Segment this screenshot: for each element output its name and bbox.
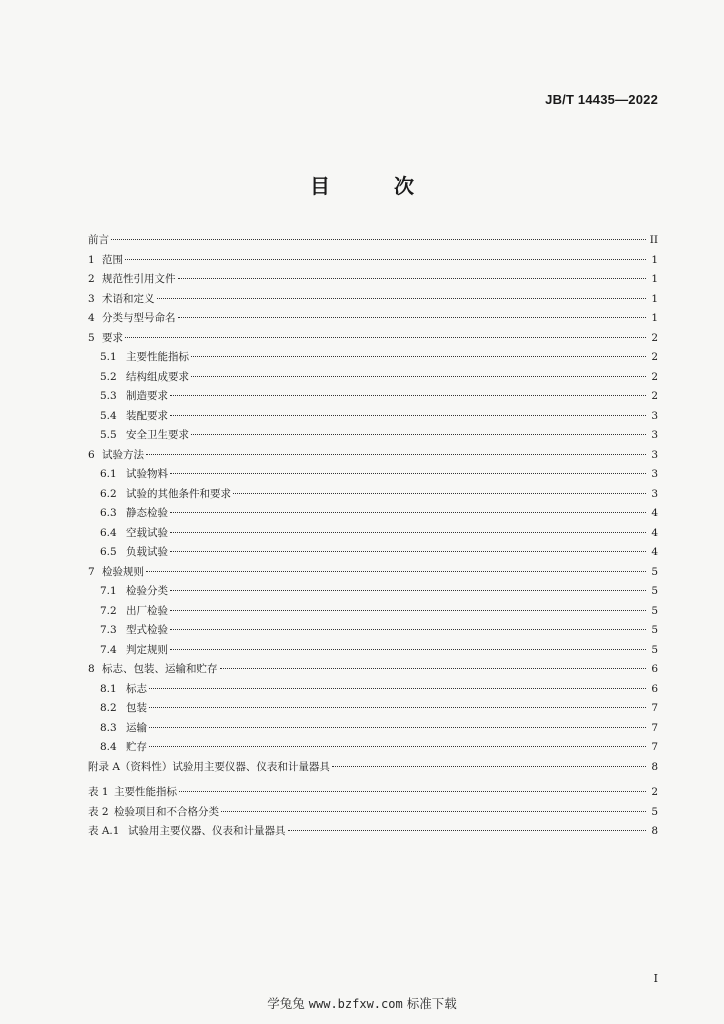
dot-leader xyxy=(191,434,646,435)
toc-entry-label: 规范性引用文件 xyxy=(102,273,176,285)
toc-entry-number: 8.2 xyxy=(100,702,117,714)
dot-leader xyxy=(170,610,646,611)
dot-leader xyxy=(233,493,646,494)
toc-entry-label: 空载试验 xyxy=(126,526,168,539)
toc-entry-page: 1 xyxy=(651,253,658,266)
toc-entry[interactable] xyxy=(88,563,658,583)
toc-entry-page: 5 xyxy=(651,643,658,656)
dot-leader xyxy=(125,337,646,338)
toc-entry[interactable] xyxy=(88,660,658,680)
toc-entry-label: 试验用主要仪器、仪表和计量器具 xyxy=(128,825,286,837)
toc-entry-label: 负载试验 xyxy=(126,546,168,558)
footer-tagline: 标准下载 xyxy=(406,996,457,1011)
toc-entry[interactable] xyxy=(88,783,658,803)
dot-leader xyxy=(332,766,646,767)
toc-entry[interactable] xyxy=(88,803,658,823)
toc-entry-number: 6.5 xyxy=(100,546,117,558)
toc-entry[interactable] xyxy=(88,465,658,485)
dot-leader xyxy=(125,259,646,260)
toc-entry-page: 3 xyxy=(651,409,658,422)
toc-entry-label: 试验物料 xyxy=(126,468,168,480)
toc-entry[interactable] xyxy=(88,543,658,563)
toc-entry-number: 3 xyxy=(88,292,95,305)
toc-entry-page: 5 xyxy=(651,604,658,617)
table-of-contents xyxy=(88,231,658,777)
toc-entry[interactable] xyxy=(88,524,658,544)
toc-entry-label: 判定规则 xyxy=(126,643,168,656)
page-number: I xyxy=(653,972,658,985)
toc-entry-label: 制造要求 xyxy=(126,390,168,402)
dot-leader xyxy=(146,454,646,455)
toc-entry-label: 要求 xyxy=(102,331,123,344)
toc-entry-label: 运输 xyxy=(126,721,147,734)
toc-entry-page: 2 xyxy=(651,786,658,798)
toc-entry[interactable] xyxy=(88,504,658,524)
dot-leader xyxy=(178,317,647,318)
dot-leader xyxy=(149,746,646,747)
dot-leader xyxy=(170,649,646,650)
toc-entry-number: 6 xyxy=(88,448,95,461)
toc-entry-page: II xyxy=(649,234,658,246)
toc-entry-label: 静态检验 xyxy=(126,507,168,519)
toc-entry-number: 6.2 xyxy=(100,487,117,500)
toc-entry-label: 试验方法 xyxy=(102,448,144,461)
toc-entry[interactable] xyxy=(88,758,658,778)
toc-entry-number: 5.1 xyxy=(100,351,117,363)
toc-entry-label: 出厂检验 xyxy=(126,604,168,617)
footer-url[interactable]: www.bzfxw.com xyxy=(308,997,403,1011)
dot-leader xyxy=(191,356,646,357)
toc-entry-number: 6.4 xyxy=(100,526,117,539)
dot-leader xyxy=(170,629,646,630)
toc-entry[interactable] xyxy=(88,407,658,427)
toc-entry-label: 结构组成要求 xyxy=(126,370,189,383)
toc-entry[interactable] xyxy=(88,699,658,719)
toc-entry[interactable] xyxy=(88,602,658,622)
toc-entry[interactable] xyxy=(88,270,658,290)
toc-entry-page: 2 xyxy=(651,390,658,402)
toc-entry-label: 附录 A（资料性）试验用主要仪器、仪表和计量器具 xyxy=(88,760,330,773)
dot-leader xyxy=(179,791,646,792)
toc-entry-number: 7.3 xyxy=(100,624,117,636)
dot-leader xyxy=(220,668,647,669)
toc-entry-label: 检验规则 xyxy=(102,565,144,578)
toc-entry-number: 表 A.1 xyxy=(88,825,120,837)
toc-entry-page: 2 xyxy=(651,370,658,383)
toc-entry-page: 6 xyxy=(651,663,658,675)
toc-entry-label: 包装 xyxy=(126,702,147,714)
toc-entry[interactable] xyxy=(88,641,658,661)
toc-entry-page: 8 xyxy=(651,825,658,837)
toc-entry-page: 5 xyxy=(651,585,658,597)
toc-entry-label: 范围 xyxy=(102,253,123,266)
toc-entry-number: 7.4 xyxy=(100,643,117,656)
toc-entry-label: 检验分类 xyxy=(126,585,168,597)
dot-leader xyxy=(170,590,646,591)
dot-leader xyxy=(170,512,646,513)
dot-leader xyxy=(157,298,647,299)
toc-entry-label: 标志、包装、运输和贮存 xyxy=(102,663,218,675)
toc-entry-label: 前言 xyxy=(88,234,109,246)
toc-entry[interactable] xyxy=(88,738,658,758)
toc-entry[interactable] xyxy=(88,426,658,446)
toc-entry[interactable] xyxy=(88,329,658,349)
toc-entry-page: 5 xyxy=(651,805,658,818)
toc-entry-number: 8 xyxy=(88,663,95,675)
toc-entry-page: 4 xyxy=(651,546,658,558)
dot-leader xyxy=(149,727,646,728)
toc-entry-label: 型式检验 xyxy=(126,624,168,636)
toc-entry-label: 主要性能指标 xyxy=(114,786,177,798)
toc-entry-label: 装配要求 xyxy=(126,409,168,422)
toc-entry-label: 检验项目和不合格分类 xyxy=(114,805,219,818)
dot-leader xyxy=(170,551,646,552)
dot-leader xyxy=(178,278,647,279)
toc-entry[interactable] xyxy=(88,822,658,842)
toc-entry-page: 1 xyxy=(651,292,658,305)
toc-entry-label: 主要性能指标 xyxy=(126,351,189,363)
toc-entry-page: 4 xyxy=(651,507,658,519)
toc-entry-number: 8.3 xyxy=(100,721,117,734)
standard-code: JB/T 14435—2022 xyxy=(545,92,658,107)
toc-entry-page: 1 xyxy=(651,312,658,324)
toc-entry-page: 3 xyxy=(651,448,658,461)
toc-entry-number: 7.1 xyxy=(100,585,117,597)
toc-entry-label: 标志 xyxy=(126,682,147,695)
dot-leader xyxy=(111,239,646,240)
toc-entry-number: 5.2 xyxy=(100,370,117,383)
toc-entry-page: 2 xyxy=(651,351,658,363)
dot-leader xyxy=(170,415,646,416)
list-of-tables xyxy=(88,783,658,842)
toc-entry-number: 5.5 xyxy=(100,429,117,441)
toc-entry-number: 5.3 xyxy=(100,390,117,402)
toc-entry-label: 贮存 xyxy=(126,741,147,753)
toc-entry-number: 4 xyxy=(88,312,95,324)
dot-leader xyxy=(288,830,647,831)
toc-entry-number: 2 xyxy=(88,273,95,285)
toc-entry-number: 6.1 xyxy=(100,468,117,480)
toc-entry-number: 7.2 xyxy=(100,604,117,617)
toc-entry-label: 术语和定义 xyxy=(102,292,155,305)
dot-leader xyxy=(146,571,646,572)
toc-entry[interactable] xyxy=(88,485,658,505)
toc-entry-page: 5 xyxy=(651,565,658,578)
footer-watermark xyxy=(0,994,724,1012)
toc-entry-number: 1 xyxy=(88,253,95,266)
toc-entry-number: 8.4 xyxy=(100,741,117,753)
toc-entry[interactable] xyxy=(88,368,658,388)
toc-entry-page: 8 xyxy=(651,760,658,773)
toc-entry-page: 4 xyxy=(651,526,658,539)
toc-entry-page: 2 xyxy=(651,331,658,344)
toc-entry-number: 表 1 xyxy=(88,786,109,798)
toc-entry[interactable] xyxy=(88,231,658,251)
toc-entry-number: 8.1 xyxy=(100,682,117,695)
dot-leader xyxy=(170,532,646,533)
toc-entry[interactable] xyxy=(88,309,658,329)
dot-leader xyxy=(191,376,646,377)
toc-entry[interactable] xyxy=(88,621,658,641)
toc-entry-page: 7 xyxy=(651,741,658,753)
toc-entry-label: 安全卫生要求 xyxy=(126,429,189,441)
dot-leader xyxy=(170,395,646,396)
toc-entry[interactable] xyxy=(88,387,658,407)
toc-entry-page: 1 xyxy=(651,273,658,285)
toc-entry-page: 3 xyxy=(651,468,658,480)
toc-entry[interactable] xyxy=(88,680,658,700)
toc-entry[interactable] xyxy=(88,582,658,602)
toc-entry-page: 5 xyxy=(651,624,658,636)
toc-entry-page: 7 xyxy=(651,702,658,714)
dot-leader xyxy=(170,473,646,474)
toc-entry-page: 3 xyxy=(651,487,658,500)
dot-leader xyxy=(221,811,646,812)
toc-entry[interactable] xyxy=(88,348,658,368)
toc-entry-number: 6.3 xyxy=(100,507,117,519)
toc-entry-number: 7 xyxy=(88,565,95,578)
toc-entry-number: 表 2 xyxy=(88,805,109,818)
page-title: 目 次 xyxy=(310,174,436,198)
toc-entry[interactable] xyxy=(88,251,658,271)
toc-entry-label: 分类与型号命名 xyxy=(102,312,176,324)
dot-leader xyxy=(149,707,646,708)
toc-entry-number: 5.4 xyxy=(100,409,117,422)
toc-entry-label: 试验的其他条件和要求 xyxy=(126,487,231,500)
toc-entry[interactable] xyxy=(88,719,658,739)
toc-entry[interactable] xyxy=(88,446,658,466)
toc-entry-page: 6 xyxy=(651,682,658,695)
footer-site-name: 学兔兔 xyxy=(267,996,305,1011)
toc-entry-page: 7 xyxy=(651,721,658,734)
toc-entry-page: 3 xyxy=(651,429,658,441)
toc-entry[interactable] xyxy=(88,290,658,310)
dot-leader xyxy=(149,688,646,689)
toc-entry-number: 5 xyxy=(88,331,95,344)
